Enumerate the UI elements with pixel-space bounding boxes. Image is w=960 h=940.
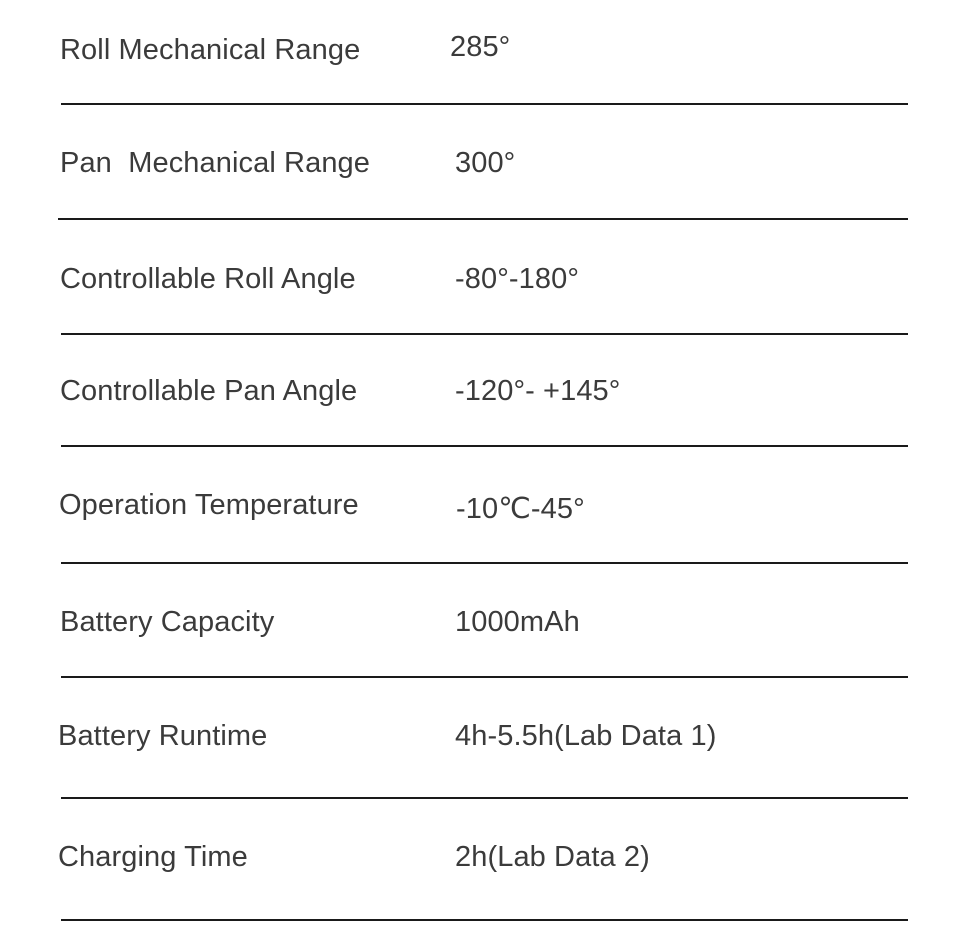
spec-label: Charging Time (58, 841, 248, 873)
row-divider (61, 103, 908, 105)
spec-value: 300° (455, 147, 516, 179)
spec-label: Battery Runtime (58, 720, 268, 752)
spec-label: Pan Mechanical Range (60, 147, 371, 179)
spec-value: 4h-5.5h(Lab Data 1) (455, 720, 717, 752)
row-divider (61, 445, 908, 447)
spec-label: Roll Mechanical Range (60, 34, 361, 66)
row-divider (61, 919, 908, 921)
spec-label: Controllable Pan Angle (60, 375, 358, 407)
spec-label: Controllable Roll Angle (60, 263, 356, 295)
spec-value: 1000mAh (455, 606, 580, 638)
row-divider (61, 797, 908, 799)
row-divider (58, 218, 908, 220)
spec-value: -120°- +145° (455, 375, 621, 407)
row-divider (61, 333, 908, 335)
spec-value: 2h(Lab Data 2) (455, 841, 650, 873)
spec-label: Battery Capacity (60, 606, 275, 638)
row-divider (61, 562, 908, 564)
spec-label: Operation Temperature (59, 489, 359, 521)
spec-value: 285° (450, 31, 511, 63)
spec-value: -80°-180° (455, 263, 580, 295)
row-divider (61, 676, 908, 678)
spec-value: -10℃-45° (456, 493, 585, 525)
